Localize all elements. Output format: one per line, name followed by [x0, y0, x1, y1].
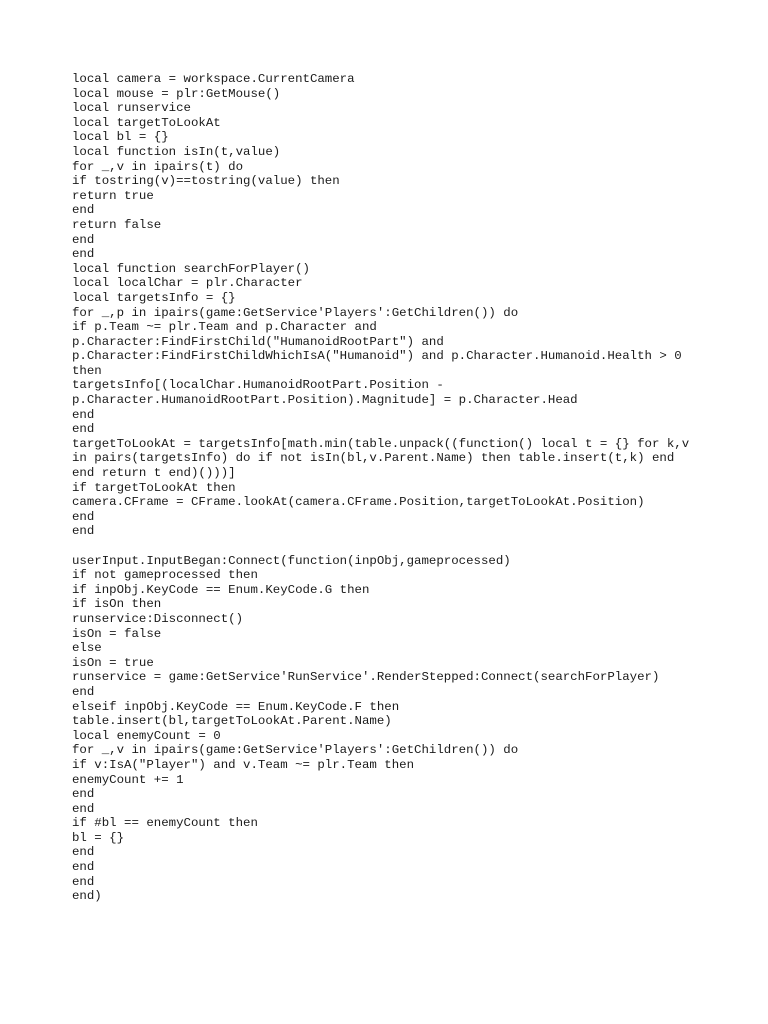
code-line: p.Character.HumanoidRootPart.Position).Magnitude] = p.Character.Head [72, 393, 578, 408]
code-line: local function searchForPlayer() [72, 261, 310, 276]
code-line: end [72, 247, 95, 262]
code-line: if #bl == enemyCount then [72, 816, 258, 831]
code-line: if inpObj.KeyCode == Enum.KeyCode.G then [72, 582, 370, 597]
code-line: else [72, 641, 102, 656]
code-line: local function isIn(t,value) [72, 144, 281, 159]
code-line: runservice:Disconnect() [72, 611, 244, 626]
code-line: return true [72, 188, 154, 203]
code-line: end [72, 787, 95, 802]
code-line: for _,p in ipairs(game:GetService'Players':GetChildren()) do [72, 305, 519, 320]
code-line [72, 539, 712, 554]
code-line: end [72, 845, 95, 860]
code-line: end [72, 203, 95, 218]
code-line: local targetToLookAt [72, 115, 221, 130]
code-line: in pairs(targetsInfo) do if not isIn(bl,v.Parent.Name) then table.insert(t,k) end [72, 451, 675, 466]
code-line: for _,v in ipairs(game:GetService'Players':GetChildren()) do [72, 743, 519, 758]
code-line: if tostring(v)==tostring(value) then [72, 174, 340, 189]
code-line: end [72, 524, 95, 539]
code-line: p.Character:FindFirstChildWhichIsA("Humanoid") and p.Character.Humanoid.Health > 0 [72, 349, 682, 364]
code-line: if p.Team ~= plr.Team and p.Character and [72, 320, 377, 335]
code-line: runservice = game:GetService'RunService'.RenderStepped:Connect(searchForPlayer) [72, 670, 660, 685]
code-line: userInput.InputBegan:Connect(function(inpObj,gameprocessed) [72, 553, 511, 568]
code-line: isOn = true [72, 655, 154, 670]
code-line: elseif inpObj.KeyCode == Enum.KeyCode.F then [72, 699, 400, 714]
code-line: table.insert(bl,targetToLookAt.Parent.Name) [72, 714, 392, 729]
code-line: end [72, 860, 95, 875]
code-line: for _,v in ipairs(t) do [72, 159, 244, 174]
code-line: end) [72, 889, 102, 904]
code-line: end [72, 232, 95, 247]
code-line: local runservice [72, 101, 191, 116]
code-line: if targetToLookAt then [72, 480, 236, 495]
code-line: end [72, 684, 95, 699]
code-line: targetsInfo[(localChar.HumanoidRootPart.Position - [72, 378, 444, 393]
code-line: local enemyCount = 0 [72, 728, 221, 743]
code-line: local targetsInfo = {} [72, 290, 236, 305]
code-line: return false [72, 217, 162, 232]
code-line: end [72, 801, 95, 816]
code-line: local mouse = plr:GetMouse() [72, 86, 281, 101]
code-text-block [72, 72, 712, 904]
code-line: p.Character:FindFirstChild("HumanoidRootPart") and [72, 334, 444, 349]
code-line: targetToLookAt = targetsInfo[math.min(table.unpack((function() local t = {} for k,v [72, 436, 690, 451]
code-line: if v:IsA("Player") and v.Team ~= plr.Team then [72, 757, 415, 772]
code-line: end [72, 509, 95, 524]
code-line: camera.CFrame = CFrame.lookAt(camera.CFrame.Position,targetToLookAt.Position) [72, 495, 645, 510]
code-line: isOn = false [72, 626, 162, 641]
code-line: end [72, 874, 95, 889]
code-line: then [72, 363, 102, 378]
code-line: end [72, 422, 95, 437]
code-line: local localChar = plr.Character [72, 276, 303, 291]
code-line: end return t end)()))] [72, 466, 236, 481]
code-line: if not gameprocessed then [72, 568, 258, 583]
code-line: local camera = workspace.CurrentCamera [72, 72, 355, 86]
code-line: enemyCount += 1 [72, 772, 184, 787]
code-line: bl = {} [72, 830, 125, 845]
code-line: if isOn then [72, 597, 162, 612]
code-line: end [72, 407, 95, 422]
code-line: local bl = {} [72, 130, 169, 145]
